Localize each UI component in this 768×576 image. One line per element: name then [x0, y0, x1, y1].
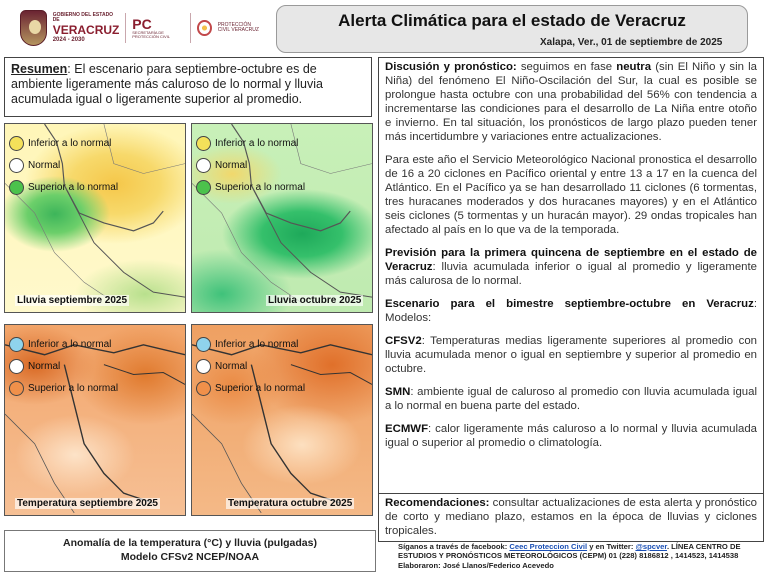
legend-dot-icon — [196, 359, 211, 374]
legend-label: Inferior a lo normal — [215, 137, 299, 149]
legend-label: Superior a lo normal — [28, 181, 119, 193]
recommendations-box — [378, 494, 764, 542]
legend-dot-icon — [196, 180, 211, 195]
legend-dot-icon — [9, 158, 24, 173]
scenario-label: Escenario para el bimestre septiembre-octubre en Veracruz — [385, 298, 754, 311]
legend-dot-icon — [196, 136, 211, 151]
map-caption: Temperatura septiembre 2025 — [17, 498, 158, 509]
gov-years-text: 2024 - 2030 — [52, 37, 85, 43]
forecast-paragraph — [385, 246, 757, 288]
legend-item-normal — [196, 154, 305, 176]
recommendations-text: consultar actualizaciones de esta alerta y pronóstico de corto y mediano plazo, estamos en la época de lluvias y ciclones tropicales. — [385, 497, 757, 538]
cyclone-paragraph: Para este año el Servicio Meteorológico Nacional pronostica el desarrollo de 16 a 20 ciclones en Pacífico oriental y entre 13 a 17 en la cuenca del Atlántico. En el Pacífico ya se han desarrollado 11 ciclones (6 tormentas, tres huracanes moderados y dos huracanes mayores) y en el Atlántico seis ciclones (5 tormentas y un huracán mayor). 29 ondas tropicales han afectado al país en lo que va de la temporada. — [385, 154, 757, 237]
legend-label: Inferior a lo normal — [28, 137, 112, 149]
pc-logo-label: PC — [132, 15, 152, 32]
discussion-neutral-term: neutra — [616, 61, 652, 73]
discussion-label: Discusión y pronóstico: — [385, 61, 517, 73]
legend-item-superior — [9, 377, 118, 399]
model-ecmwf-paragraph — [385, 422, 757, 450]
forecast-text: : lluvia acumulada inferior o igual al promedio y ligeramente más calurosa de lo normal. — [385, 261, 757, 288]
map-legend — [196, 132, 305, 198]
map-rain-october — [191, 123, 373, 313]
model-smn-text: : ambiente igual de caluroso al promedio con lluvia acumulada igual a lo normal en buena parte del estado. — [385, 386, 757, 413]
legend-dot-icon — [9, 359, 24, 374]
map-legend — [9, 132, 118, 198]
map-temperature-october — [191, 324, 373, 516]
legend-label: Superior a lo normal — [215, 382, 306, 394]
gov-small-text: GOBIERNO DEL ESTADO DE — [52, 12, 114, 23]
summary-label: Resumen — [11, 62, 68, 76]
map-legend — [9, 333, 118, 399]
map-caption: Temperatura octubre 2025 — [228, 498, 353, 509]
legend-label: Inferior a lo normal — [28, 338, 112, 350]
scenario-paragraph — [385, 297, 757, 325]
discussion-box — [378, 57, 764, 494]
contact-text: Síganos a través de facebook: — [398, 542, 510, 551]
discussion-text: seguimos en fase — [516, 61, 617, 73]
legend-label: Inferior a lo normal — [215, 338, 299, 350]
legend-label: Normal — [28, 360, 61, 372]
civil-protection-text: PROTECCIÓN CIVIL VERACRUZ — [217, 21, 259, 33]
legend-dot-icon — [9, 136, 24, 151]
page-title: Alerta Climática para el estado de Veracruz — [338, 11, 686, 30]
pc-logo-sub: SECRETARÍA DE PROTECCIÓN CIVIL — [132, 29, 171, 39]
legend-item-normal — [9, 355, 118, 377]
legend-item-superior — [196, 176, 305, 198]
legend-item-superior — [196, 377, 305, 399]
legend-dot-icon — [196, 337, 211, 352]
veracruz-crest-icon — [20, 10, 47, 46]
scenario-text: : Modelos: — [385, 298, 757, 325]
model-smn-label: SMN — [385, 386, 411, 399]
map-caption: Lluvia septiembre 2025 — [17, 295, 128, 306]
legend-item-inferior — [9, 132, 118, 154]
government-logo — [53, 13, 120, 43]
header-logos — [20, 8, 260, 48]
discussion-text: (sin El Niño y sin la Niña) del fenómeno El Niño-Oscilación del Sur, la cual es posible se prolongue hasta octubre con una probabilidad del 56% con tendencia a incrementarse las condiciones para el desarrollo de La Niña entre otoño e invierno. En tal situación, los pronósticos de largo plazo pueden tener más incertidumbre y variaciones entre actualizaciones. — [385, 61, 757, 144]
gov-name-text: VERACRUZ — [52, 23, 120, 37]
map-rain-september — [4, 123, 186, 313]
model-ecmwf-text: : calor ligeramente más caluroso a lo normal y lluvia acumulada igual o superior al promedio o climatología. — [385, 423, 757, 450]
contact-text: . LÍNEA CENTRO DE ESTUDIOS Y PRONÓSTICOS METEOROLÓGICOS (CEPM) 01 (228) 8186812 , 1414523, 1414538 Elaboraron: José Llanos/Federico Acevedo — [398, 542, 741, 570]
legend-dot-icon — [196, 381, 211, 396]
model-smn-paragraph — [385, 385, 757, 413]
legend-item-normal — [196, 355, 305, 377]
map-legend — [196, 333, 305, 399]
legend-item-inferior — [196, 333, 305, 355]
legend-dot-icon — [9, 180, 24, 195]
summary-text: : El escenario para septiembre-octubre es de ambiente ligeramente más caluroso de lo normal y lluvia acumulada igual o ligeramente superior al promedio. — [11, 62, 323, 106]
legend-label: Normal — [215, 360, 248, 372]
legend-label: Superior a lo normal — [28, 382, 119, 394]
map-caption: Lluvia octubre 2025 — [268, 295, 362, 306]
model-caption-box — [4, 530, 376, 572]
legend-label: Superior a lo normal — [215, 181, 306, 193]
forecast-label: Previsión para la primera quincena de septiembre en el estado de Veracruz — [385, 247, 757, 274]
logo-divider — [125, 13, 126, 43]
contact-text: y en Twitter: — [587, 542, 636, 551]
legend-label: Normal — [215, 159, 248, 171]
legend-item-inferior — [196, 132, 305, 154]
legend-dot-icon — [9, 337, 24, 352]
pc-logo — [132, 17, 184, 40]
model-cfsv2-label: CFSV2 — [385, 335, 422, 348]
facebook-link[interactable]: Ceec Proteccion Civil — [509, 542, 588, 551]
logo-divider — [190, 13, 191, 43]
date-line: Xalapa, Ver., 01 de septiembre de 2025 — [540, 37, 723, 48]
legend-item-inferior — [9, 333, 118, 355]
twitter-link[interactable]: @spcver — [635, 542, 667, 551]
map-temperature-september — [4, 324, 186, 516]
model-caption-line1: Anomalía de la temperatura (°C) y lluvia (pulgadas) — [63, 537, 317, 549]
discussion-paragraph — [385, 60, 757, 144]
legend-label: Normal — [28, 159, 61, 171]
contact-info — [398, 542, 762, 570]
legend-item-superior — [9, 176, 118, 198]
legend-dot-icon — [196, 158, 211, 173]
model-cfsv2-text: : Temperaturas medias ligeramente superiores al promedio con lluvia acumulada menor o igual en septiembre y superior al promedio en octubre. — [385, 335, 757, 376]
model-ecmwf-label: ECMWF — [385, 423, 429, 436]
model-caption-line2: Modelo CFSv2 NCEP/NOAA — [120, 551, 260, 564]
civil-protection-seal-icon — [197, 20, 212, 36]
legend-dot-icon — [9, 381, 24, 396]
summary-box — [4, 57, 372, 117]
recommendations-label: Recomendaciones: — [385, 497, 490, 509]
model-cfsv2-paragraph — [385, 334, 757, 376]
legend-item-normal — [9, 154, 118, 176]
